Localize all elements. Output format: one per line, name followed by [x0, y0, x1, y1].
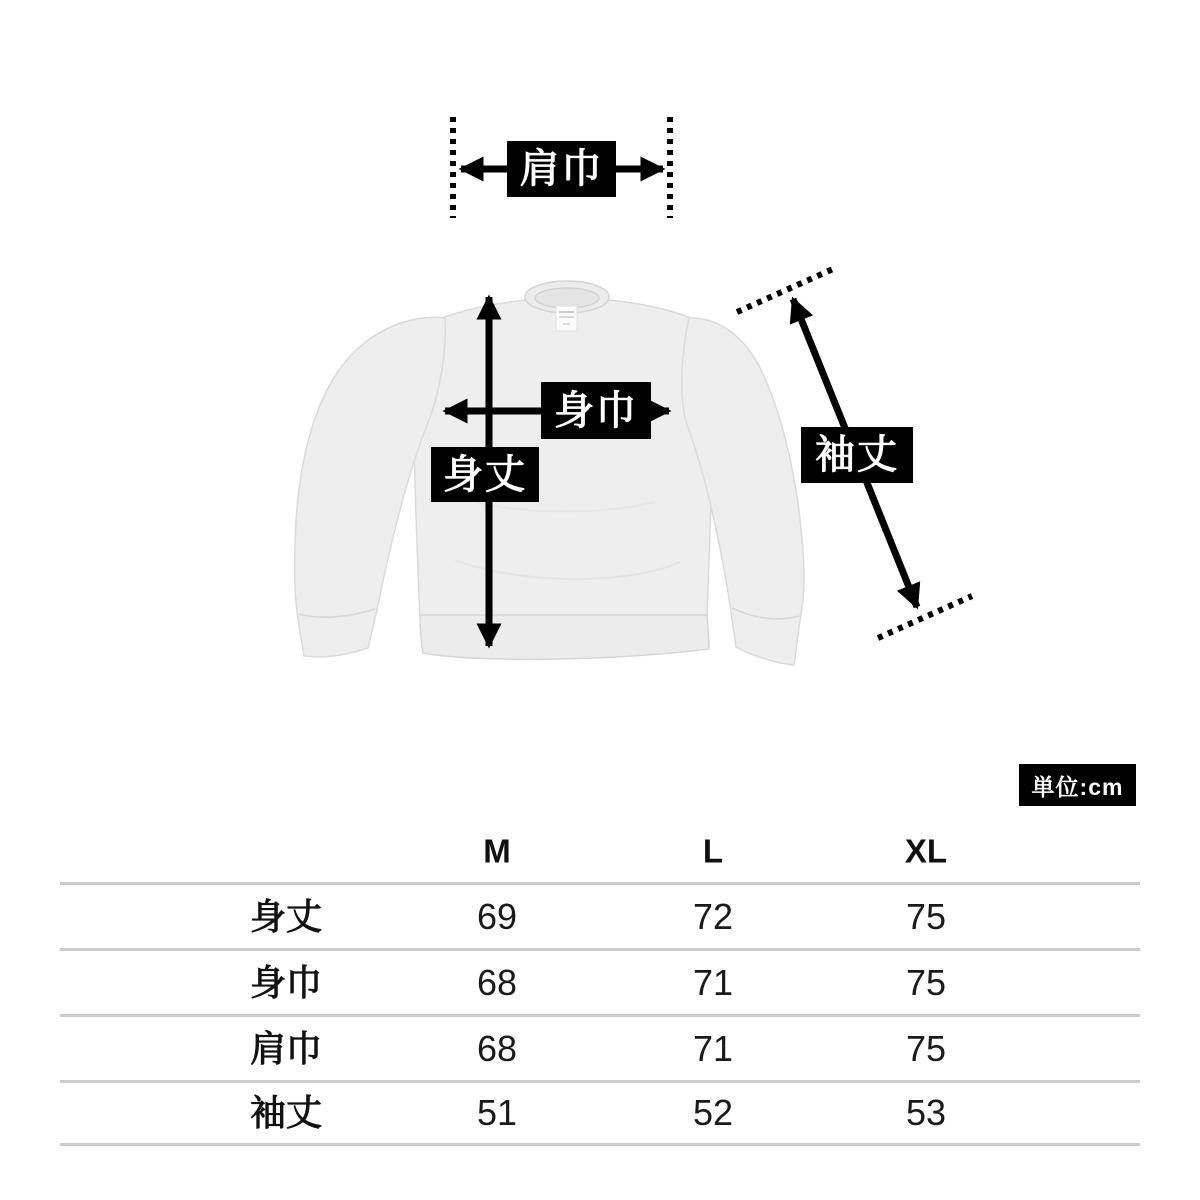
sweatshirt-hem-band	[420, 615, 709, 659]
label-sleeve-length: 袖丈	[801, 427, 913, 483]
table-row-body-length	[60, 882, 1140, 948]
column-header-m: M	[483, 832, 511, 870]
row-label: 身丈	[249, 895, 323, 937]
cell-value: 68	[476, 961, 518, 1003]
sweatshirt-illustration	[295, 281, 804, 665]
row-label: 肩巾	[249, 1027, 323, 1069]
cell-value: 52	[692, 1092, 734, 1133]
size-table	[60, 820, 1140, 1146]
cell-value: 75	[905, 1027, 947, 1069]
label-shoulder-width: 肩巾	[507, 141, 616, 197]
table-row-body-width	[60, 948, 1140, 1014]
cell-value: 72	[692, 895, 734, 937]
cell-value: 71	[692, 961, 734, 1003]
guide-dotted-top	[737, 269, 833, 312]
cell-value: 53	[905, 1092, 947, 1133]
column-header-xl: XL	[904, 832, 948, 870]
cell-value: 69	[476, 895, 518, 937]
cell-value: 51	[476, 1092, 518, 1133]
table-row-sleeve-length	[60, 1080, 1140, 1146]
row-label: 身巾	[249, 961, 323, 1003]
cell-value: 75	[905, 895, 947, 937]
label-body-width: 身巾	[541, 382, 651, 439]
guide-dotted-bottom	[878, 596, 972, 638]
row-label: 袖丈	[249, 1092, 323, 1133]
size-table-header-row	[60, 820, 1140, 882]
cell-value: 75	[905, 961, 947, 1003]
label-body-length: 身丈	[431, 447, 539, 502]
column-header-l: L	[702, 832, 724, 870]
cell-value: 68	[476, 1027, 518, 1069]
table-row-shoulder-width	[60, 1014, 1140, 1080]
unit-badge: 単位:cm	[1019, 764, 1136, 806]
cell-value: 71	[692, 1027, 734, 1069]
neck-tag	[556, 306, 577, 331]
